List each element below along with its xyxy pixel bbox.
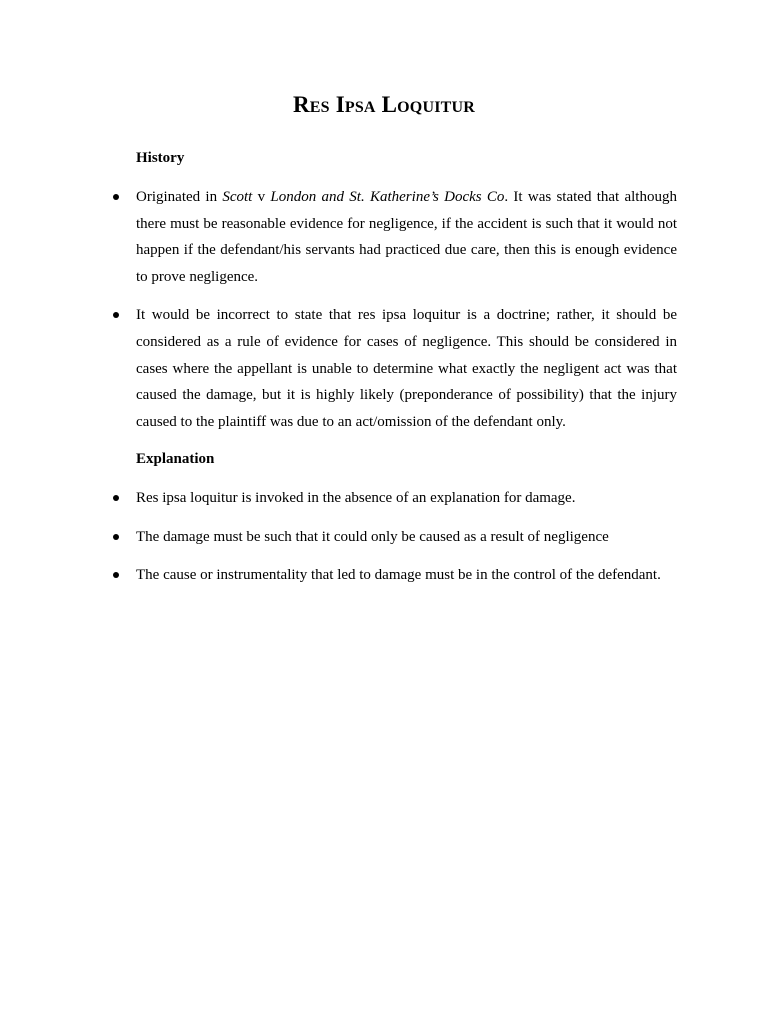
- bullet-text: v: [252, 189, 271, 205]
- case-name-scott: Scott: [222, 189, 253, 205]
- page-title: Res Ipsa Loquitur: [292, 92, 476, 117]
- section-heading-history: History: [136, 150, 185, 166]
- bullet-icon: [113, 534, 119, 540]
- explanation-bullet-list: [0, 485, 768, 601]
- bullet-icon: [113, 194, 119, 200]
- bullet-icon: [113, 572, 119, 578]
- bullet-icon: [113, 495, 119, 501]
- bullet-icon: [113, 312, 119, 318]
- list-item: [0, 302, 768, 435]
- bullet-text: It would be incorrect to state that res ipsa loquitur is a doctrine; rather, it should be considered as a rule of evidence for cases of negligence. This should be considered in cases where the appellant is unable to determine what exactly the negligent act was that caused the damage, but it is highly likely (preponderance of possibility) that the injury caused to the plaintiff was due to an act/omission of the defendant only.: [136, 307, 677, 430]
- bullet-text: The cause or instrumentality that led to damage must be in the control of the defendant.: [136, 567, 661, 584]
- bullet-text: The damage must be such that it could only be caused as a result of negligence: [136, 528, 609, 545]
- list-item: [0, 524, 768, 551]
- list-item: [0, 485, 768, 512]
- list-item: [0, 184, 768, 290]
- section-heading-explanation: Explanation: [136, 451, 215, 467]
- bullet-text: Res ipsa loquitur is invoked in the absence of an explanation for damage.: [136, 490, 576, 506]
- list-item: [0, 562, 768, 589]
- case-name-london-docks: London and St. Katherine’s Docks Co: [270, 189, 505, 205]
- history-bullet-list: [0, 184, 768, 447]
- bullet-text: Originated in: [136, 189, 223, 205]
- bullet-text: . It was stated that although there must be reasonable evidence for negligence, if the accident is such that it would not happen if the defendant/his servants had practiced due care, then this is enough evidence to prove negligence.: [136, 189, 677, 285]
